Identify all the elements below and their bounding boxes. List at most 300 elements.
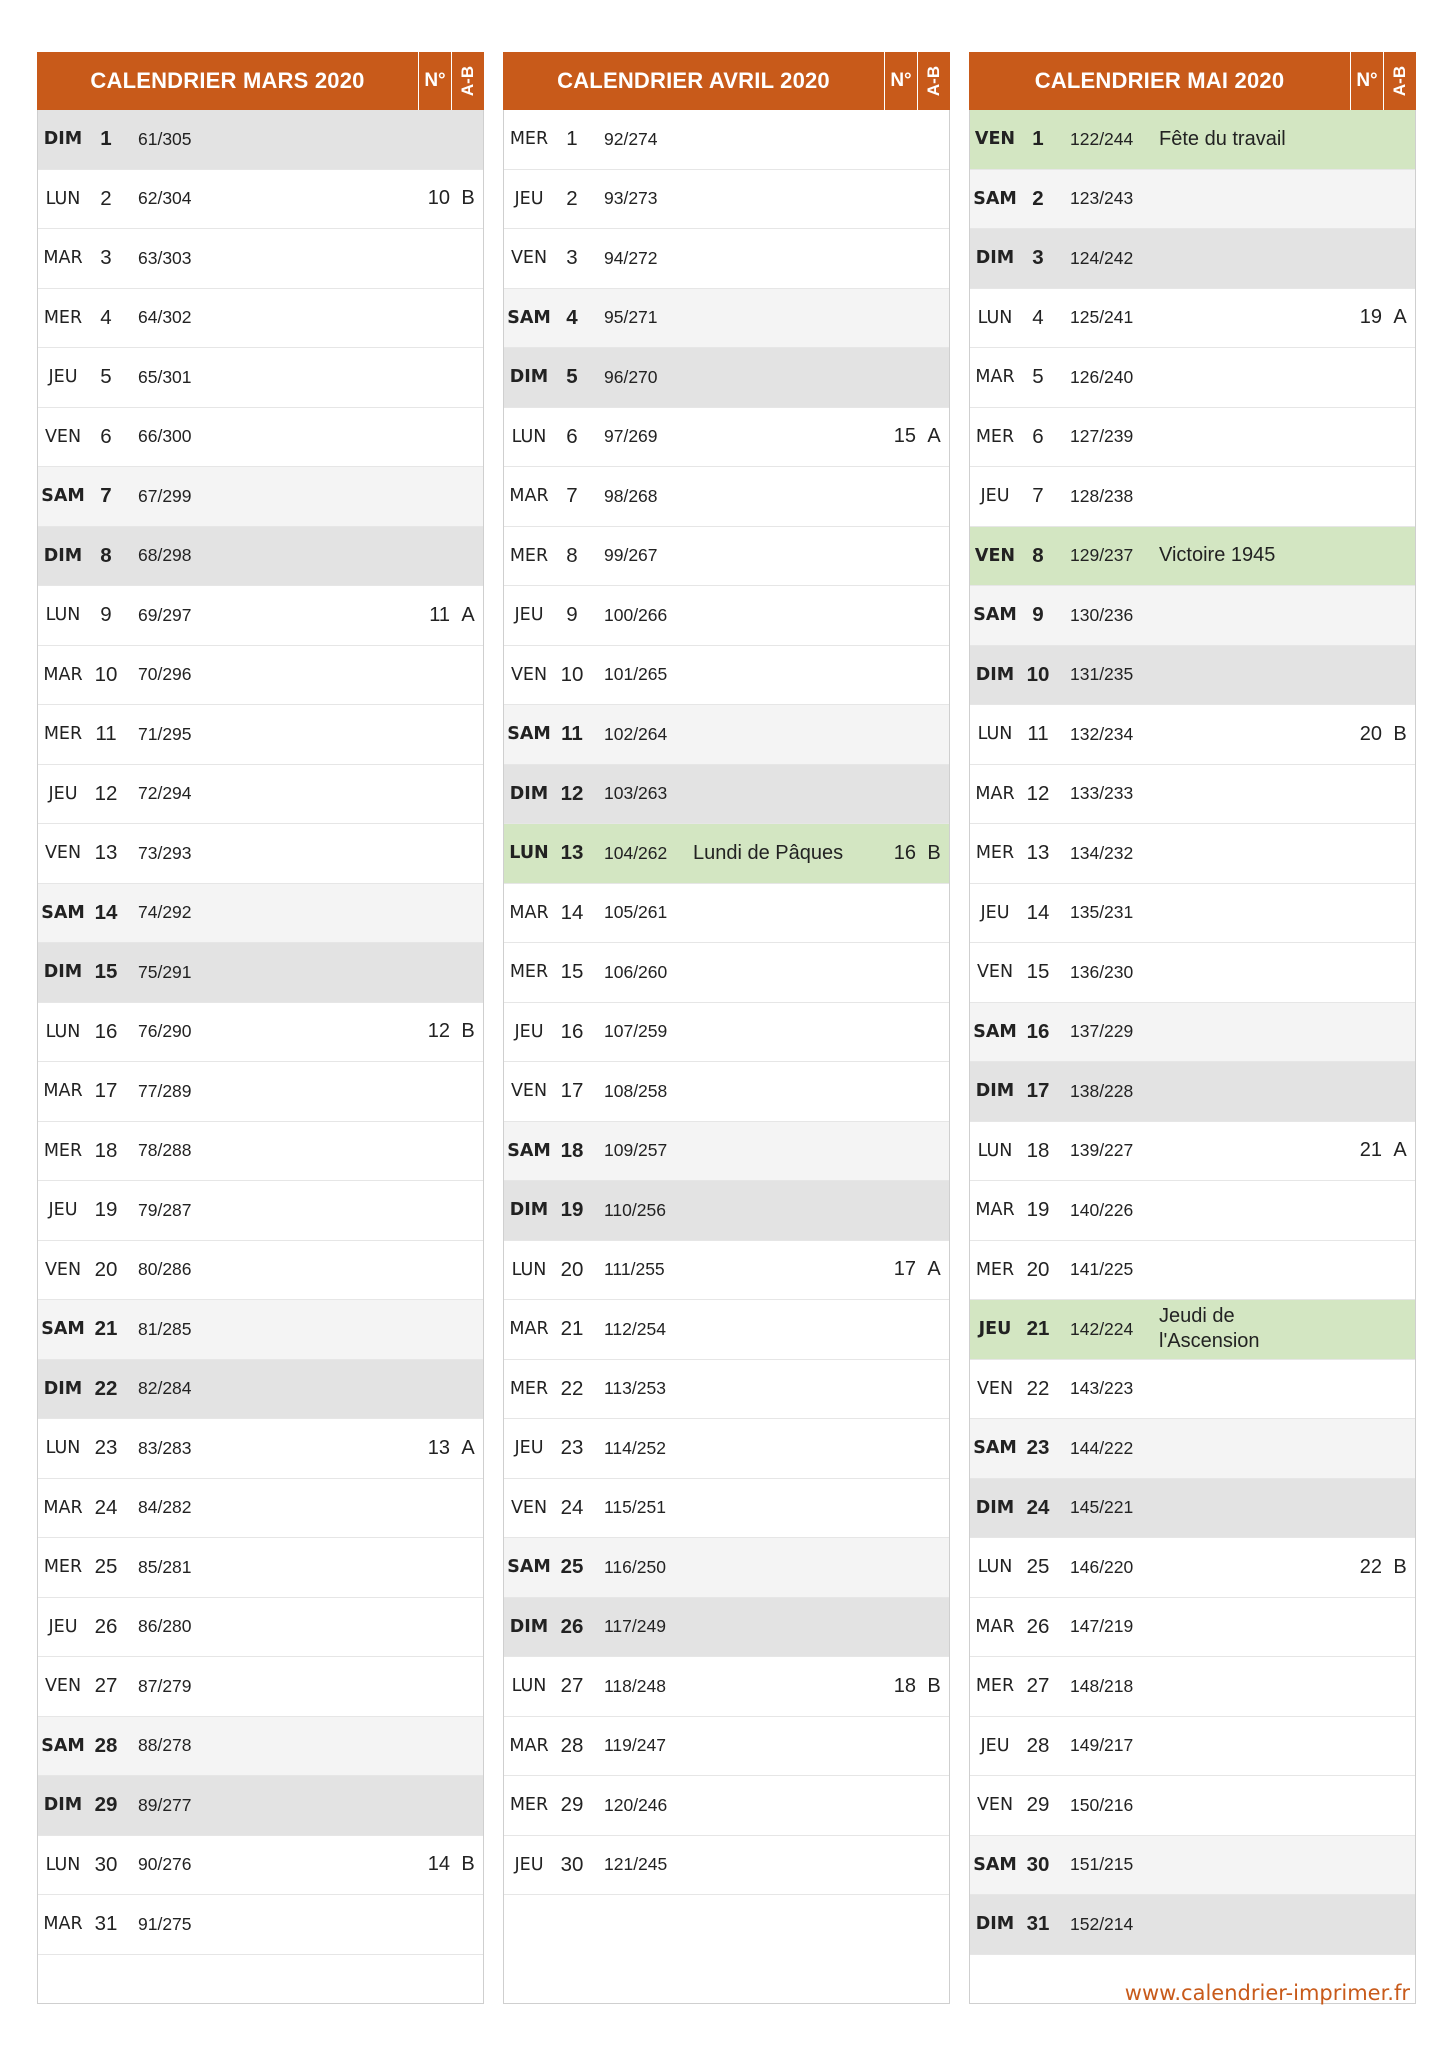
day-row	[38, 765, 483, 825]
holiday-label: Victoire 1945	[1159, 544, 1276, 567]
year-day-count: 78/288	[138, 1140, 192, 1161]
day-number: 14	[1026, 900, 1050, 924]
day-name: JEU	[48, 1200, 78, 1221]
day-row	[504, 943, 949, 1003]
day-name: LUN	[509, 843, 549, 864]
day-name: VEN	[44, 426, 82, 447]
day-number: 15	[94, 960, 118, 984]
day-name: DIM	[975, 248, 1015, 269]
day-number: 10	[94, 662, 118, 686]
day-name: JEU	[980, 1735, 1010, 1756]
day-name: DIM	[43, 1795, 83, 1816]
month-column-avril	[503, 52, 950, 2004]
day-number: 25	[560, 1555, 584, 1579]
day-number: 12	[1026, 781, 1050, 805]
day-row	[504, 646, 949, 706]
day-name: JEU	[514, 188, 544, 209]
year-day-count: 131/235	[1070, 664, 1134, 685]
day-name: JEU	[514, 1021, 544, 1042]
day-name: DIM	[509, 367, 549, 388]
week-ab: A	[1393, 1139, 1407, 1162]
day-number: 7	[566, 484, 578, 508]
day-number: 23	[560, 1436, 584, 1460]
year-day-count: 112/254	[604, 1318, 666, 1339]
day-name: JEU	[48, 367, 78, 388]
day-number: 16	[1026, 1019, 1050, 1043]
day-number: 15	[1026, 960, 1050, 984]
day-number: 11	[561, 722, 583, 746]
year-day-count: 101/265	[604, 664, 668, 685]
year-day-count: 81/285	[138, 1318, 192, 1339]
day-number: 18	[1026, 1138, 1050, 1162]
week-ab: A	[461, 603, 475, 626]
ab-header-label: A-B	[924, 65, 943, 97]
ab-header	[451, 52, 484, 110]
week-number-header: N°	[418, 52, 451, 110]
day-row	[970, 1062, 1415, 1122]
year-day-count: 89/277	[138, 1794, 192, 1815]
day-number: 31	[94, 1912, 118, 1936]
year-day-count: 122/244	[1070, 128, 1134, 149]
day-number: 20	[1026, 1257, 1050, 1281]
month-title: CALENDRIER AVRIL 2020	[557, 68, 830, 93]
day-name: LUN	[977, 724, 1013, 745]
day-name: SAM	[973, 605, 1017, 626]
week-ab: B	[461, 1020, 475, 1043]
week-number: 17	[893, 1258, 916, 1281]
day-row	[970, 1419, 1415, 1479]
day-number: 16	[94, 1019, 118, 1043]
day-name: SAM	[41, 1319, 85, 1340]
day-row	[970, 1776, 1415, 1836]
year-day-count: 75/291	[138, 961, 192, 982]
ab-header-label: A-B	[1390, 65, 1409, 97]
day-name: VEN	[44, 1259, 82, 1280]
year-day-count: 142/224	[1070, 1318, 1134, 1339]
ab-header	[917, 52, 950, 110]
week-number: 11	[429, 603, 450, 626]
day-number: 10	[560, 662, 584, 686]
year-day-count: 109/257	[604, 1140, 668, 1161]
day-name: VEN	[976, 962, 1014, 983]
day-number: 22	[94, 1376, 118, 1400]
day-row	[38, 1419, 483, 1479]
day-name: VEN	[510, 1497, 548, 1518]
day-name: SAM	[507, 724, 551, 745]
day-row	[38, 705, 483, 765]
year-day-count: 118/248	[604, 1675, 666, 1696]
day-name: VEN	[974, 545, 1016, 566]
week-number: 15	[893, 425, 916, 448]
year-day-count: 117/249	[604, 1616, 666, 1637]
day-number: 19	[560, 1198, 584, 1222]
day-number: 1	[566, 127, 578, 151]
year-day-count: 95/271	[604, 307, 658, 328]
year-day-count: 87/279	[138, 1675, 192, 1696]
day-number: 14	[94, 900, 118, 924]
year-day-count: 86/280	[138, 1616, 192, 1637]
day-number: 23	[94, 1436, 118, 1460]
year-day-count: 66/300	[138, 426, 192, 447]
day-name: LUN	[977, 1140, 1013, 1161]
day-row	[504, 1360, 949, 1420]
day-name: VEN	[974, 129, 1016, 150]
day-name: SAM	[507, 307, 551, 328]
day-row	[504, 1598, 949, 1658]
week-number: 18	[893, 1674, 916, 1697]
day-number: 23	[1026, 1436, 1050, 1460]
day-row	[38, 1360, 483, 1420]
year-day-count: 96/270	[604, 366, 658, 387]
year-day-count: 139/227	[1070, 1140, 1134, 1161]
year-day-count: 103/263	[604, 783, 668, 804]
day-name: DIM	[509, 1200, 549, 1221]
day-number: 9	[100, 603, 112, 627]
day-number: 3	[566, 246, 578, 270]
week-number: 10	[427, 187, 450, 210]
day-name: MER	[509, 1795, 549, 1816]
day-number: 1	[1032, 127, 1044, 151]
year-day-count: 99/267	[604, 545, 658, 566]
year-day-count: 128/238	[1070, 485, 1134, 506]
day-name: VEN	[510, 664, 548, 685]
day-name: MER	[43, 1140, 83, 1161]
day-name: LUN	[511, 1676, 547, 1697]
day-row	[38, 943, 483, 1003]
year-day-count: 151/215	[1070, 1854, 1134, 1875]
year-day-count: 74/292	[138, 902, 192, 923]
day-number: 6	[100, 424, 112, 448]
year-day-count: 124/242	[1070, 247, 1134, 268]
day-number: 3	[1032, 246, 1044, 270]
day-name: MAR	[975, 783, 1015, 804]
week-ab: B	[927, 1674, 941, 1697]
day-name: JEU	[48, 1616, 78, 1637]
day-name: MAR	[509, 486, 549, 507]
day-row	[38, 1003, 483, 1063]
year-day-count: 147/219	[1070, 1616, 1134, 1637]
day-number: 10	[1026, 662, 1050, 686]
week-number: 16	[893, 841, 916, 864]
day-row	[504, 1181, 949, 1241]
month-header	[969, 52, 1416, 110]
year-day-count: 69/297	[138, 604, 192, 625]
week-ab: B	[927, 841, 941, 864]
day-number: 6	[1032, 424, 1044, 448]
day-number: 28	[94, 1733, 118, 1757]
day-name: JEU	[978, 1319, 1012, 1340]
day-row	[970, 943, 1415, 1003]
day-number: 29	[560, 1793, 584, 1817]
day-number: 31	[1026, 1912, 1050, 1936]
year-day-count: 125/241	[1070, 307, 1134, 328]
day-name: MER	[509, 545, 549, 566]
day-number: 16	[560, 1019, 584, 1043]
holiday-label: Lundi de Pâques	[693, 841, 844, 864]
day-name: JEU	[48, 783, 78, 804]
week-number: 14	[427, 1853, 450, 1876]
day-number: 29	[94, 1793, 118, 1817]
year-day-count: 134/232	[1070, 842, 1134, 863]
day-row	[504, 289, 949, 349]
day-name: LUN	[977, 307, 1013, 328]
year-day-count: 135/231	[1070, 902, 1134, 923]
year-day-count: 80/286	[138, 1259, 192, 1280]
week-number: 20	[1359, 722, 1382, 745]
day-row	[970, 1181, 1415, 1241]
day-number: 26	[1026, 1614, 1050, 1638]
year-day-count: 65/301	[138, 366, 192, 387]
day-row	[38, 646, 483, 706]
day-name: SAM	[507, 1140, 551, 1161]
year-day-count: 88/278	[138, 1735, 192, 1756]
day-row	[38, 229, 483, 289]
day-row	[38, 824, 483, 884]
holiday-row	[970, 527, 1415, 587]
day-number: 25	[1026, 1555, 1050, 1579]
day-name: MAR	[43, 1497, 83, 1518]
day-name: LUN	[45, 1021, 81, 1042]
day-row	[504, 170, 949, 230]
day-name: MER	[43, 724, 83, 745]
year-day-count: 98/268	[604, 485, 658, 506]
day-number: 17	[1026, 1079, 1050, 1103]
day-row	[504, 1538, 949, 1598]
day-row	[970, 408, 1415, 468]
day-name: DIM	[975, 664, 1015, 685]
day-number: 27	[94, 1674, 118, 1698]
month-title: CALENDRIER MAI 2020	[1034, 68, 1285, 93]
year-day-count: 110/256	[604, 1199, 666, 1220]
year-day-count: 143/223	[1070, 1378, 1134, 1399]
day-row	[970, 765, 1415, 825]
year-day-count: 94/272	[604, 247, 658, 268]
day-name: DIM	[975, 1497, 1015, 1518]
day-number: 21	[560, 1317, 584, 1341]
day-number: 8	[1032, 543, 1044, 567]
day-row	[970, 170, 1415, 230]
week-ab: A	[927, 425, 941, 448]
year-day-count: 71/295	[138, 723, 192, 744]
day-row	[970, 1836, 1415, 1896]
day-name: MAR	[975, 1616, 1015, 1637]
year-day-count: 90/276	[138, 1854, 192, 1875]
day-name: VEN	[44, 843, 82, 864]
year-day-count: 119/247	[604, 1735, 666, 1756]
day-number: 17	[94, 1079, 118, 1103]
day-name: LUN	[511, 1259, 547, 1280]
day-row	[504, 884, 949, 944]
day-number: 7	[1032, 484, 1044, 508]
day-name: MER	[975, 426, 1015, 447]
day-row	[970, 1122, 1415, 1182]
day-row	[38, 110, 483, 170]
year-day-count: 70/296	[138, 664, 192, 685]
day-row	[970, 586, 1415, 646]
year-day-count: 79/287	[138, 1199, 192, 1220]
year-day-count: 77/289	[138, 1080, 192, 1101]
day-number: 5	[100, 365, 112, 389]
footer-url[interactable]: www.calendrier-imprimer.fr	[1124, 1981, 1410, 2005]
day-number: 11	[95, 722, 117, 746]
day-row	[504, 348, 949, 408]
year-day-count: 150/216	[1070, 1794, 1134, 1815]
day-row	[504, 467, 949, 527]
day-row	[504, 1003, 949, 1063]
day-number: 5	[566, 365, 578, 389]
day-row	[970, 1538, 1415, 1598]
day-row	[970, 348, 1415, 408]
day-number: 19	[94, 1198, 118, 1222]
day-row	[970, 1598, 1415, 1658]
year-day-count: 100/266	[604, 604, 668, 625]
year-day-count: 105/261	[604, 902, 668, 923]
day-row	[504, 1776, 949, 1836]
year-day-count: 129/237	[1070, 545, 1134, 566]
day-row	[38, 1241, 483, 1301]
day-name: SAM	[41, 1735, 85, 1756]
year-day-count: 102/264	[604, 723, 668, 744]
day-name: DIM	[509, 1616, 549, 1637]
day-name: SAM	[973, 1854, 1017, 1875]
year-day-count: 144/222	[1070, 1437, 1134, 1458]
day-name: VEN	[976, 1795, 1014, 1816]
year-day-count: 62/304	[138, 188, 192, 209]
day-number: 24	[94, 1495, 118, 1519]
day-number: 13	[1026, 841, 1050, 865]
day-name: MAR	[43, 248, 83, 269]
day-number: 25	[94, 1555, 118, 1579]
day-number: 8	[100, 543, 112, 567]
year-day-count: 121/245	[604, 1854, 668, 1875]
day-row	[504, 1419, 949, 1479]
year-day-count: 111/255	[604, 1259, 665, 1280]
day-name: MER	[509, 1378, 549, 1399]
week-ab: A	[927, 1258, 941, 1281]
day-number: 4	[566, 305, 578, 329]
week-number: 22	[1359, 1555, 1382, 1578]
day-number: 18	[94, 1138, 118, 1162]
year-day-count: 76/290	[138, 1021, 192, 1042]
year-day-count: 108/258	[604, 1080, 668, 1101]
day-number: 29	[1026, 1793, 1050, 1817]
day-row	[38, 289, 483, 349]
day-name: SAM	[973, 1021, 1017, 1042]
day-number: 12	[560, 781, 584, 805]
year-day-count: 145/221	[1070, 1497, 1134, 1518]
day-name: VEN	[976, 1378, 1014, 1399]
day-name: MER	[975, 1676, 1015, 1697]
day-name: DIM	[43, 962, 83, 983]
day-row	[970, 646, 1415, 706]
day-name: MAR	[43, 1914, 83, 1935]
day-number: 9	[566, 603, 578, 627]
year-day-count: 68/298	[138, 545, 192, 566]
day-row	[38, 1895, 483, 1955]
day-row	[38, 1300, 483, 1360]
day-name: DIM	[509, 783, 549, 804]
day-row	[970, 467, 1415, 527]
day-row	[38, 586, 483, 646]
year-day-count: 123/243	[1070, 188, 1134, 209]
day-row	[970, 1360, 1415, 1420]
day-row	[504, 1122, 949, 1182]
year-day-count: 120/246	[604, 1794, 668, 1815]
month-header	[503, 52, 950, 110]
day-number: 20	[94, 1257, 118, 1281]
year-day-count: 107/259	[604, 1021, 668, 1042]
year-day-count: 64/302	[138, 307, 192, 328]
day-number: 26	[94, 1614, 118, 1638]
day-name: VEN	[510, 1081, 548, 1102]
day-number: 19	[1026, 1198, 1050, 1222]
day-row	[38, 527, 483, 587]
week-number-header: N°	[884, 52, 917, 110]
day-name: DIM	[975, 1081, 1015, 1102]
day-row	[38, 1717, 483, 1777]
day-name: JEU	[980, 902, 1010, 923]
day-number: 12	[94, 781, 118, 805]
day-name: MAR	[975, 1200, 1015, 1221]
day-row	[504, 1657, 949, 1717]
day-number: 2	[100, 186, 112, 210]
month-column-mars	[37, 52, 484, 2004]
day-row	[504, 1300, 949, 1360]
day-name: MAR	[509, 1319, 549, 1340]
holiday-label: Fête du travail	[1159, 127, 1286, 150]
day-row	[970, 289, 1415, 349]
ab-header	[1383, 52, 1416, 110]
day-name: MER	[509, 962, 549, 983]
day-number: 2	[1032, 186, 1044, 210]
week-number-header: N°	[1350, 52, 1383, 110]
day-number: 21	[94, 1317, 118, 1341]
day-row	[38, 1538, 483, 1598]
year-day-count: 152/214	[1070, 1913, 1134, 1934]
year-day-count: 92/274	[604, 128, 658, 149]
day-row	[38, 1062, 483, 1122]
year-day-count: 83/283	[138, 1437, 192, 1458]
day-number: 30	[560, 1852, 584, 1876]
day-number: 28	[560, 1733, 584, 1757]
holiday-row	[970, 110, 1415, 170]
week-number: 21	[1359, 1139, 1382, 1162]
day-name: JEU	[980, 486, 1010, 507]
year-day-count: 133/233	[1070, 783, 1134, 804]
year-day-count: 136/230	[1070, 961, 1134, 982]
year-day-count: 130/236	[1070, 604, 1134, 625]
day-name: JEU	[514, 1438, 544, 1459]
day-number: 1	[100, 127, 112, 151]
day-row	[38, 1181, 483, 1241]
day-number: 14	[560, 900, 584, 924]
day-row	[504, 765, 949, 825]
day-name: JEU	[514, 605, 544, 626]
day-number: 30	[94, 1852, 118, 1876]
year-day-count: 63/303	[138, 247, 192, 268]
week-ab: A	[1393, 306, 1407, 329]
day-row	[970, 884, 1415, 944]
day-row	[970, 705, 1415, 765]
month-header	[37, 52, 484, 110]
day-row	[38, 170, 483, 230]
day-number: 7	[100, 484, 112, 508]
week-number: 12	[427, 1020, 450, 1043]
day-name: SAM	[507, 1557, 551, 1578]
day-number: 13	[94, 841, 118, 865]
month-title: CALENDRIER MARS 2020	[90, 68, 365, 93]
day-name: SAM	[41, 486, 85, 507]
